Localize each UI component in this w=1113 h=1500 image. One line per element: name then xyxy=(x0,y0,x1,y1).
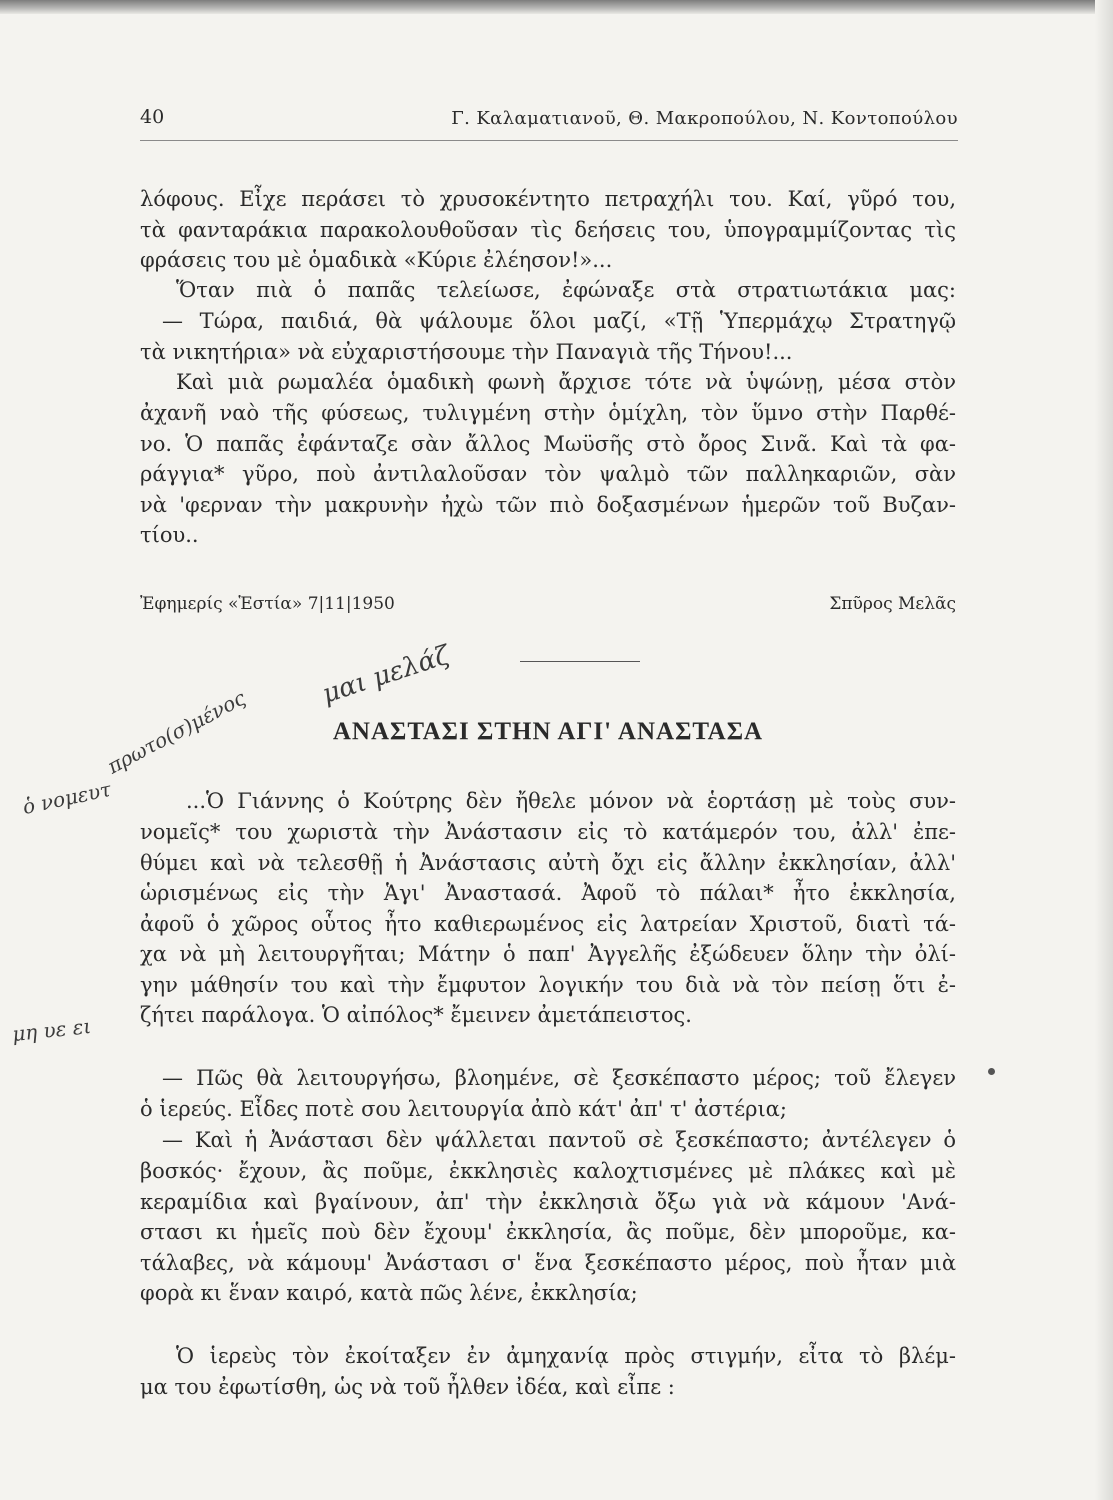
text-line: βοσκός· ἔχουν, ἂς ποῦμε, ἐκκλησιὲς καλοχτισμένες μὲ πλάκες καὶ μὲ xyxy=(140,1159,956,1183)
text-line: — Τώρα, παιδιά, θὰ ψάλουμε ὅλοι μαζί, «Τῇ Ὑπερμάχῳ Στρατηγῷ xyxy=(162,309,956,333)
section-divider xyxy=(520,661,640,662)
handwritten-note: μη υε ει xyxy=(10,1013,93,1047)
page-header xyxy=(140,104,958,141)
text-line: φράσεις του μὲ ὁμαδικὰ «Κύριε ἐλέησον!»... xyxy=(140,248,613,272)
text-line: κεραμίδια καὶ βγαίνουν, ἀπ' τὴν ἐκκλησιὰ ὄξω γιὰ νὰ κάμουν 'Ανά- xyxy=(140,1189,956,1214)
text-line: ὡρισμένως εἰς τὴν Ἁγι' Ἀναστασά. Ἀφοῦ τὸ πάλαι* ἦτο ἐκκλησία, xyxy=(140,881,956,905)
ink-mark xyxy=(988,1068,995,1075)
text-line: Ὅταν πιὰ ὁ παπᾶς τελείωσε, ἐφώναξε στὰ στρατιωτάκια μας: xyxy=(176,278,956,302)
text-line: λόφους. Εἶχε περάσει τὸ χρυσοκέντητο πετραχήλι του. Καί, γῦρό του, xyxy=(140,187,956,211)
text-line: ἀχανῆ ναὸ τῆς φύσεως, τυλιγμένη στὴν ὁμίχλη, τὸν ὕμνο στὴν Παρθέ- xyxy=(140,401,956,425)
source-newspaper: Ἐφημερίς «Ἑστία» 7|11|1950 xyxy=(140,594,395,614)
text-line: στασι κι ἡμεῖς ποὺ δὲν ἔχουμ' ἐκκλησία, ἂς ποῦμε, δὲν μποροῦμε, κα- xyxy=(140,1220,956,1244)
paragraph-3 xyxy=(162,306,956,337)
text-line: Καὶ μιὰ ρωμαλέα ὁμαδικὴ φωνὴ ἄρχισε τότε νὰ ὑψώνῃ, μέσα στὸν xyxy=(176,370,956,394)
paragraph-1 xyxy=(140,184,956,276)
paragraph-7 xyxy=(162,1125,956,1156)
handwritten-note: πρωτο(σ)μένος xyxy=(103,685,250,779)
scan-edge-top xyxy=(0,0,1113,14)
text-line: ζήτει παράλογα. Ὁ αἰπόλος* ἔμεινεν ἀμετάπειστος. xyxy=(140,1003,692,1027)
paragraph-3-cont xyxy=(140,337,956,368)
text-line: τὰ νικητήρια» νὰ εὐχαριστήσουμε τὴν Παναγιὰ τῆς Τήνου!... xyxy=(140,340,793,364)
scan-edge-right xyxy=(1095,0,1113,1500)
text-line: τὰ φανταράκια παρακολουθοῦσαν τὶς δεήσεις του, ὑπογραμμίζοντας τὶς xyxy=(140,217,956,242)
text-line: ...Ὁ Γιάννης ὁ Κούτρης δὲν ἤθελε μόνον νὰ ἑορτάσῃ μὲ τοὺς συν- xyxy=(186,789,956,813)
text-line: φορὰ κι ἕναν καιρό, κατὰ πῶς λένε, ἐκκλησία; xyxy=(140,1281,638,1305)
text-line: νομεῖς* του χωριστὰ τὴν Ἀνάστασιν εἰς τὸ κατάμερόν του, ἀλλ' ἐπε- xyxy=(140,820,956,844)
paragraph-8 xyxy=(176,1341,956,1372)
page-number: 40 xyxy=(140,106,165,128)
paragraph-7-cont xyxy=(140,1156,956,1309)
text-line: — Καὶ ἡ Ἀνάστασι δὲν ψάλλεται παντοῦ σὲ ξεσκέπαστο; ἀντέλεγεν ὁ xyxy=(162,1128,956,1152)
handwritten-note: ὁ νομευτ xyxy=(20,776,114,820)
text-line: νο. Ὁ παπᾶς ἐφάνταζε σὰν ἄλλος Μωϋσῆς στὸ ὄρος Σινᾶ. Καὶ τὰ φα- xyxy=(140,431,956,456)
text-line: χα νὰ μὴ λειτουργῆται; Μάτην ὁ παπ' Ἀγγελῆς ἐξώδευεν ὅλην τὴν ὀλί- xyxy=(140,942,956,966)
paragraph-6 xyxy=(162,1063,956,1094)
paragraph-2 xyxy=(176,275,956,306)
paragraph-5 xyxy=(186,786,956,817)
text-line: τίου.. xyxy=(140,523,199,547)
running-head: Γ. Καλαματιανοῦ, Θ. Μακροπούλου, Ν. Κοντοπούλου xyxy=(451,108,958,129)
section-title: ΑΝΑΣΤΑΣΙ ΣΤΗΝ ΑΓΙ' ΑΝΑΣΤΑΣΑ xyxy=(332,718,764,745)
paragraph-6-cont xyxy=(140,1094,956,1125)
text-line: γην μάθησίν του καὶ τὴν ἔμφυτον λογικήν του διὰ νὰ τὸν πείσῃ ὅτι ἐ- xyxy=(140,972,956,997)
text-line: ράγγια* γῦρο, ποὺ ἀντιλαλοῦσαν τὸν ψαλμὸ τῶν παλληκαριῶν, σὰν xyxy=(140,462,956,486)
text-line: — Πῶς θὰ λειτουργήσω, βλοημένε, σὲ ξεσκέπαστο μέρος; τοῦ ἔλεγεν xyxy=(162,1066,956,1090)
source-author: Σπῦρος Μελᾶς xyxy=(829,594,956,614)
paragraph-8-cont xyxy=(140,1372,956,1403)
paragraph-5-cont xyxy=(140,817,956,1031)
paragraph-4-cont xyxy=(140,398,956,551)
text-line: τάλαβες, νὰ κάμουμ' Ἀνάστασι σ' ἕνα ξεσκέπαστο μέρος, ποὺ ἦταν μιὰ xyxy=(140,1250,956,1275)
text-line: ἀφοῦ ὁ χῶρος οὗτος ἦτο καθιερωμένος εἰς λατρείαν Χριστοῦ, διατὶ τά- xyxy=(140,911,956,936)
text-line: μα του ἐφωτίσθη, ὡς νὰ τοῦ ἦλθεν ἰδέα, καὶ εἶπε : xyxy=(140,1375,675,1399)
text-line: Ὁ ἱερεὺς τὸν ἐκοίταξεν ἐν ἀμηχανίᾳ πρὸς στιγμήν, εἶτα τὸ βλέμ- xyxy=(176,1344,956,1368)
paragraph-4 xyxy=(176,367,956,398)
text-line: θύμει καὶ νὰ τελεσθῇ ἡ Ἀνάστασις αὐτὴ ὄχι εἰς ἄλλην ἐκκλησίαν, ἀλλ' xyxy=(140,850,956,875)
handwritten-note: μαι μελάζ xyxy=(318,640,454,710)
text-line: ὁ ἱερεύς. Εἶδες ποτὲ σου λειτουργία ἀπὸ κάτ' ἀπ' τ' ἀστέρια; xyxy=(140,1097,787,1121)
text-line: νὰ 'φερναν τὴν μακρυνὴν ἠχὼ τῶν πιὸ δοξασμένων ἡμερῶν τοῦ Βυζαν- xyxy=(140,492,956,517)
